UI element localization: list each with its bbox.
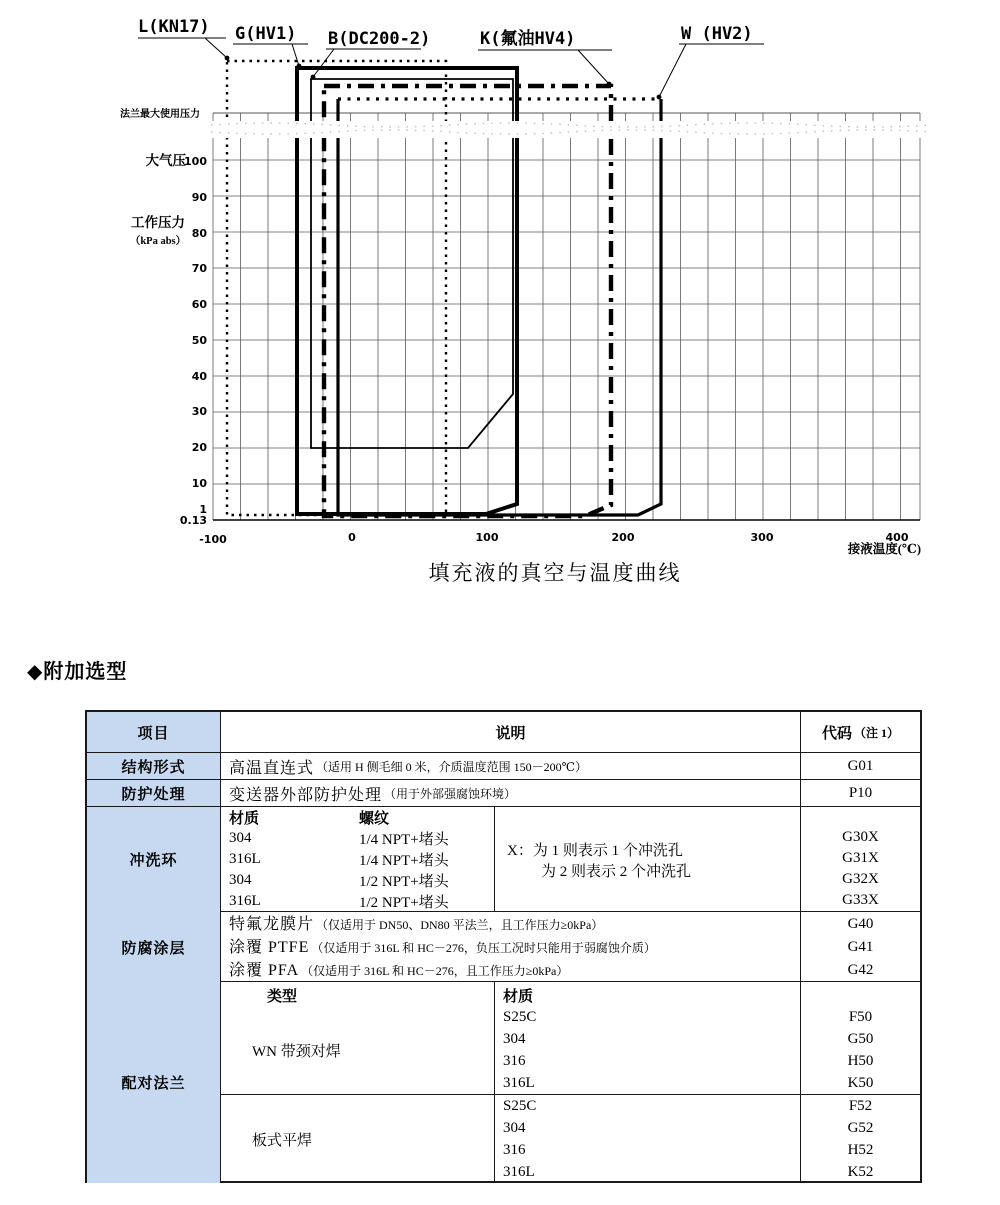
flange-col-type: 类型	[221, 982, 495, 1006]
flush-item: 316L 1/2 NPT+堵头	[229, 893, 449, 911]
y-axis-label: 50	[191, 334, 207, 347]
y-axis-label: 90	[191, 191, 207, 204]
y-axis-label: 70	[191, 262, 207, 275]
y-axis-label: （kPa abs）	[129, 236, 187, 247]
envelope-K-HV4	[324, 86, 611, 516]
table-row-structure	[87, 752, 920, 779]
row-code: G01	[800, 753, 920, 779]
row-label: 结构形式	[87, 753, 221, 779]
series-label: B(DC200-2)	[328, 29, 431, 49]
flange-type-label: WN 带颈对焊	[221, 1006, 495, 1094]
section-title: ◆附加选型	[27, 661, 128, 683]
series-leader-dot	[297, 64, 302, 69]
row-label: 防腐涂层	[87, 912, 221, 982]
y-axis-label: 大气压	[145, 153, 186, 168]
y-axis-label: 工作压力	[131, 215, 185, 230]
x-axis-tick-label: 400	[885, 531, 909, 544]
header-desc	[221, 712, 800, 752]
row-label: 防护处理	[87, 780, 221, 806]
flange-group-wn	[221, 1006, 800, 1094]
row-desc	[221, 753, 800, 779]
table-row-coating	[87, 911, 920, 981]
flange-materials: S25C 304 316 316L	[503, 1098, 537, 1180]
series-leader-dot	[657, 95, 662, 100]
desc-note: （适用 H 侧毛细 0 米，介质温度范围 150－200℃）	[316, 759, 588, 774]
coating-item: 涂覆 PTFE （仅适用于 316L 和 HC－276，负压工况时只能用于弱腐蚀介质）	[229, 938, 656, 956]
row-code: P10	[800, 780, 920, 806]
flange-subheader	[221, 982, 800, 1006]
desc-main: 变送器外部防护处理	[229, 786, 383, 804]
table-row-protection	[87, 779, 920, 806]
y-axis-label: 60	[191, 298, 207, 311]
flush-col-material: 材质	[229, 811, 260, 827]
x-axis-title: 接液温度(℃)	[847, 542, 921, 556]
series-leader-dot	[225, 56, 230, 61]
series-leader-dot	[311, 75, 316, 80]
row-codes: G40 G41 G42	[800, 912, 920, 982]
header-code	[800, 712, 920, 752]
header-desc-label: 说明	[495, 725, 526, 742]
coating-item: 特氟龙膜片 （仅适用于 DN50、DN80 平法兰，且工作压力≥0kPa）	[229, 915, 604, 933]
series-leader-line	[292, 44, 299, 66]
table-row-flush-ring	[87, 806, 920, 911]
additional-options-table	[85, 710, 922, 1183]
x-axis-tick-label: 300	[750, 531, 774, 544]
scale-break-band	[209, 121, 926, 138]
desc-main: 高温直连式	[229, 759, 315, 777]
flush-x-note: X：为 1 则表示 1 个冲洗孔 为 2 则表示 2 个冲洗孔	[507, 842, 692, 880]
coating-item: 涂覆 PFA （仅适用于 316L 和 HC－276，且工作压力≥0kPa）	[229, 961, 569, 979]
fill-fluid-vacuum-temperature-chart	[0, 0, 1000, 600]
row-desc	[221, 780, 800, 806]
chart-canvas	[0, 0, 1000, 600]
series-leader-dot	[607, 82, 612, 87]
header-item: 项目	[87, 712, 221, 752]
y-axis-label: 40	[191, 370, 207, 383]
y-axis-label: 10	[191, 477, 207, 490]
row-desc	[221, 982, 800, 1183]
flange-materials: S25C 304 316 316L	[503, 1009, 537, 1091]
x-axis-tick-label: 200	[611, 531, 635, 544]
header-code-note: （注 1）	[854, 725, 900, 740]
y-axis-label: 0.13	[179, 514, 207, 527]
x-axis-tick-label: -100	[199, 533, 227, 546]
y-axis-label: 30	[191, 405, 207, 418]
x-axis-tick-label: 100	[475, 531, 499, 544]
flush-item: 304 1/4 NPT+堵头	[229, 830, 449, 848]
series-label: L(KN17)	[138, 17, 210, 37]
row-codes: F50 G50 H50 K50 F52 G52 H52 K52	[800, 982, 920, 1183]
series-leader-line	[659, 44, 686, 97]
series-leader-line	[313, 49, 334, 77]
y-axis-label: 100	[184, 155, 207, 168]
series-leader-line	[205, 38, 227, 58]
row-label: 冲洗环	[87, 807, 221, 912]
row-codes: G30X G31X G32X G33X	[800, 807, 920, 912]
flange-col-material: 材质	[503, 989, 534, 1005]
x-axis-tick-label: 0	[348, 531, 356, 544]
flush-col-thread: 螺纹	[359, 811, 390, 827]
chart-caption: 填充液的真空与温度曲线	[428, 561, 682, 585]
series-label: K(氟油HV4)	[480, 29, 576, 49]
flange-group-plate	[221, 1094, 800, 1182]
y-axis-label: 法兰最大使用压力	[120, 109, 200, 120]
table-header-row	[87, 712, 920, 752]
row-label: 配对法兰	[87, 982, 221, 1183]
y-axis-label: 80	[191, 227, 207, 240]
series-label: G(HV1)	[235, 24, 297, 44]
row-desc	[221, 912, 800, 982]
flush-item: 304 1/2 NPT+堵头	[229, 872, 449, 890]
table-row-mating-flange	[87, 981, 920, 1181]
flange-type-label: 板式平焊	[221, 1095, 495, 1183]
header-code-label: 代码	[821, 725, 852, 742]
series-leader-line	[578, 50, 609, 84]
flush-item: 316L 1/4 NPT+堵头	[229, 851, 449, 869]
series-label: W (HV2)	[681, 24, 753, 44]
y-axis-label: 1	[199, 503, 207, 516]
desc-note: （用于外部强腐蚀环境）	[384, 786, 517, 801]
y-axis-label: 20	[191, 441, 207, 454]
flush-material-thread-list	[221, 807, 495, 912]
row-desc	[221, 807, 800, 912]
